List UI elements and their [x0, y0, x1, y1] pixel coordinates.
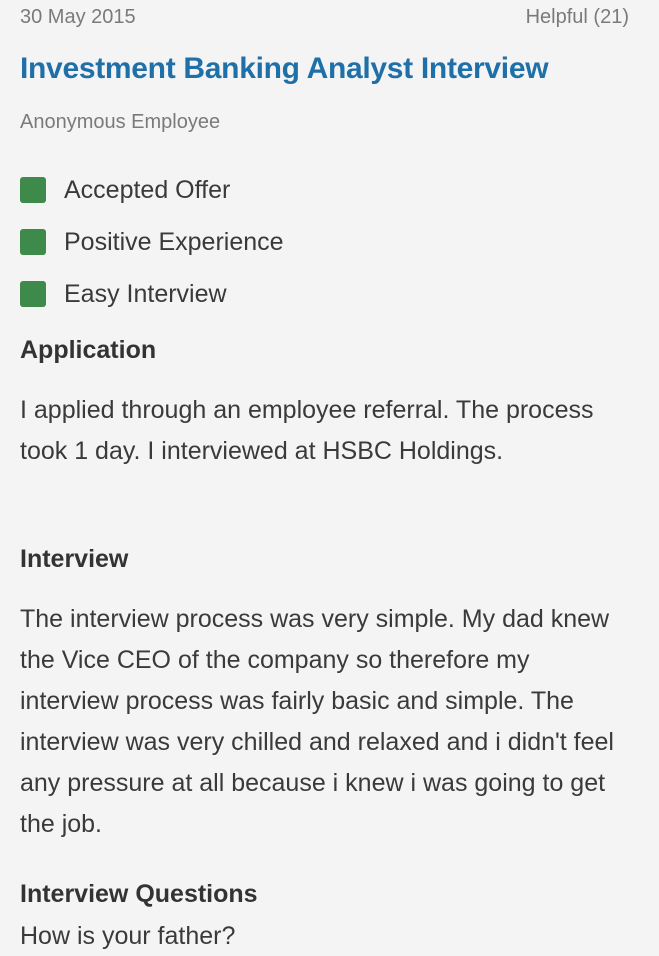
application-text: I applied through an employee referral. The process took 1 day. I interviewed at HSBC Holdings.: [20, 396, 594, 465]
outcome-easy-interview: [20, 268, 284, 320]
review-date: 30 May 2015: [20, 6, 136, 28]
outcome-list: [20, 164, 284, 320]
green-square-icon: [20, 229, 46, 255]
green-square-icon: [20, 281, 46, 307]
review-meta-row: [20, 6, 629, 32]
application-heading: Application: [20, 336, 157, 364]
outcome-accepted-offer: [20, 164, 284, 216]
interview-questions-heading: Interview Questions: [20, 880, 258, 908]
outcome-label: Positive Experience: [64, 227, 284, 256]
review-author: Anonymous Employee: [20, 111, 221, 133]
review-title[interactable]: Investment Banking Analyst Interview: [20, 52, 549, 85]
outcome-positive-experience: [20, 216, 284, 268]
outcome-label: Accepted Offer: [64, 175, 231, 204]
interview-questions-text: How is your father?: [20, 922, 236, 950]
interview-text: The interview process was very simple. My dad knew the Vice CEO of the company so therefore my interview process was fairly basic and simple. The interview was very chilled and relaxed and i didn't feel any pressure at all because i knew i was going to get the job.: [20, 605, 614, 838]
green-square-icon: [20, 177, 46, 203]
helpful-count-link[interactable]: Helpful (21): [525, 6, 629, 28]
outcome-label: Easy Interview: [64, 279, 227, 308]
interview-heading: Interview: [20, 545, 129, 573]
